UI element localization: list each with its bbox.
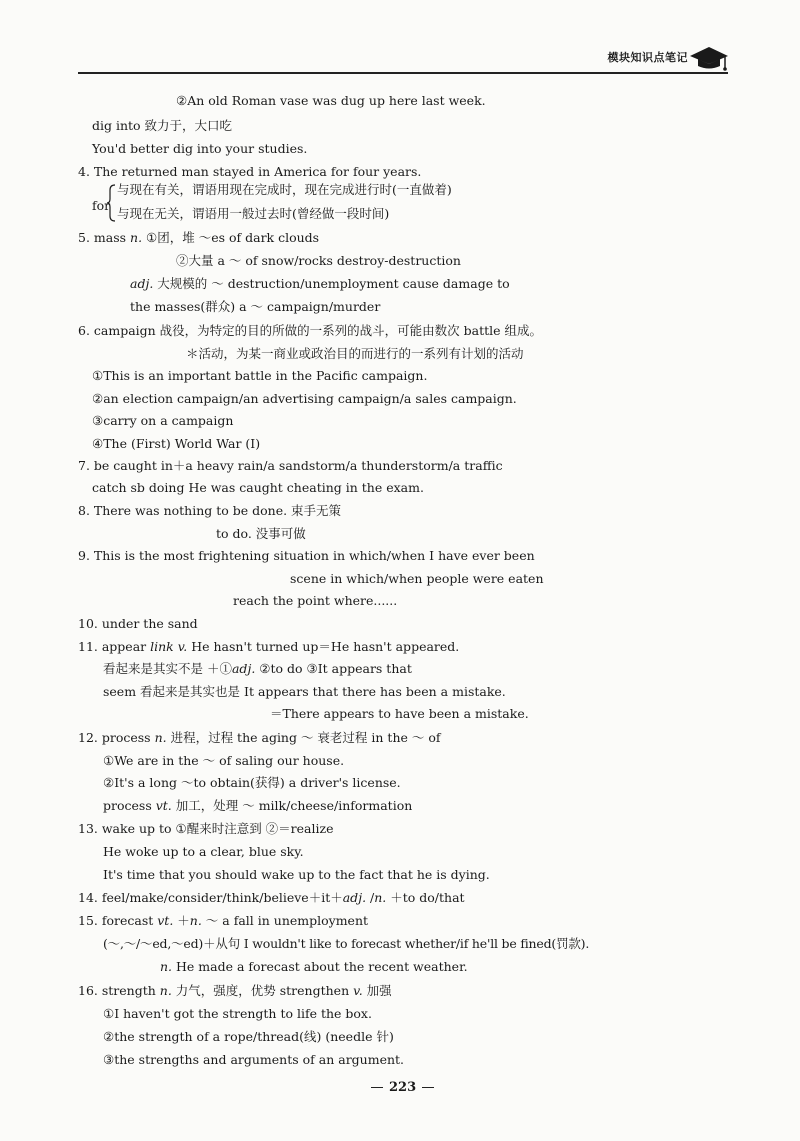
- note-item-heading: 5. mass n. ①团，堆 ～es of dark clouds: [78, 230, 320, 245]
- note-line: He woke up to a clear, blue sky.: [103, 844, 304, 859]
- note-line: adj. 大规模的 ～ destruction/unemployment cause damage to: [130, 276, 510, 291]
- note-line: ②an election campaign/an advertising campaign/a sales campaign.: [92, 391, 517, 406]
- note-item-heading: 10. under the sand: [78, 616, 198, 631]
- note-item-heading: 13. wake up to ①醒来时注意到 ②＝realize: [78, 821, 334, 836]
- note-item-heading: 6. campaign 战役，为特定的目的所做的一系列的战斗，可能由数次 battle 组成。: [78, 323, 543, 338]
- note-item-heading: 9. This is the most frightening situation in which/when I have ever been: [78, 548, 535, 563]
- note-line: ②It's a long ～to obtain(获得) a driver's license.: [103, 775, 401, 790]
- note-line: ＝There appears to have been a mistake.: [270, 706, 529, 721]
- note-line: ＊活动，为某一商业或政治目的而进行的一系列有计划的活动: [186, 346, 524, 361]
- note-line: scene in which/when people were eaten: [290, 571, 544, 586]
- note-line: You'd better dig into your studies.: [92, 141, 308, 156]
- note-line: catch sb doing He was caught cheating in the exam.: [92, 480, 424, 495]
- note-line: ③carry on a campaign: [92, 413, 234, 428]
- note-item-heading: 8. There was nothing to be done. 束手无策: [78, 503, 342, 518]
- note-item-heading: 12. process n. 进程，过程 the aging ～ 衰老过程 in the ～ of: [78, 730, 441, 745]
- note-line: to do. 没事可做: [216, 526, 306, 541]
- note-line: 与现在有关，谓语用现在完成时，现在完成进行时(一直做着): [117, 182, 452, 197]
- note-line: ②the strength of a rope/thread(线) (needle 针): [103, 1029, 394, 1044]
- note-line: process vt. 加工，处理 ～ milk/cheese/information: [103, 798, 413, 813]
- note-line: n. He made a forecast about the recent weather.: [160, 959, 468, 974]
- note-item-heading: 14. feel/make/consider/think/believe＋it＋adj. /n. ＋to do/that: [78, 890, 465, 905]
- note-line: (～,～/～ed,～ed)＋从句 I wouldn't like to forecast whether/if he'll be fined(罚款).: [103, 936, 590, 951]
- note-item-heading: 11. appear link v. He hasn't turned up＝He hasn't appeared.: [78, 639, 460, 654]
- note-item-heading: 4. The returned man stayed in America for four years.: [78, 164, 422, 179]
- brace-icon: [106, 184, 116, 222]
- graduation-cap-icon: [688, 42, 730, 72]
- note-line: the masses(群众) a ～ campaign/murder: [130, 299, 381, 314]
- note-item-heading: 7. be caught in＋a heavy rain/a sandstorm/a thunderstorm/a traffic: [78, 458, 503, 473]
- note-line: dig into 致力于，大口吃: [92, 118, 233, 133]
- page-header: [580, 42, 730, 72]
- note-line: seem 看起来是其实也是 It appears that there has been a mistake.: [103, 684, 506, 699]
- note-line: for: [92, 198, 111, 213]
- note-line: ①I haven't got the strength to life the box.: [103, 1006, 372, 1021]
- note-item-heading: 15. forecast vt. ＋n. ～ a fall in unemployment: [78, 913, 369, 928]
- note-line: ③the strengths and arguments of an argument.: [103, 1052, 405, 1067]
- note-line: ④The (First) World War (Ⅰ): [92, 436, 261, 451]
- note-line: ②An old Roman vase was dug up here last week.: [176, 93, 486, 108]
- note-line: 与现在无关，谓语用一般过去时(曾经做一段时间): [117, 206, 390, 221]
- page-number: 223: [365, 1080, 440, 1095]
- note-line: ①We are in the ～ of saling our house.: [103, 753, 345, 768]
- note-line: 看起来是其实不是 ＋①adj. ②to do ③It appears that: [103, 661, 412, 676]
- note-item-heading: 16. strength n. 力气，强度，优势 strengthen v. 加强: [78, 983, 392, 998]
- header-title: 模块知识点笔记: [607, 51, 688, 64]
- note-line: ②大量 a ～ of snow/rocks destroy-destruction: [176, 253, 461, 268]
- note-line: It's time that you should wake up to the fact that he is dying.: [103, 867, 490, 882]
- note-line: reach the point where......: [233, 593, 398, 608]
- header-rule: [78, 72, 728, 74]
- note-line: ①This is an important battle in the Pacific campaign.: [92, 368, 428, 383]
